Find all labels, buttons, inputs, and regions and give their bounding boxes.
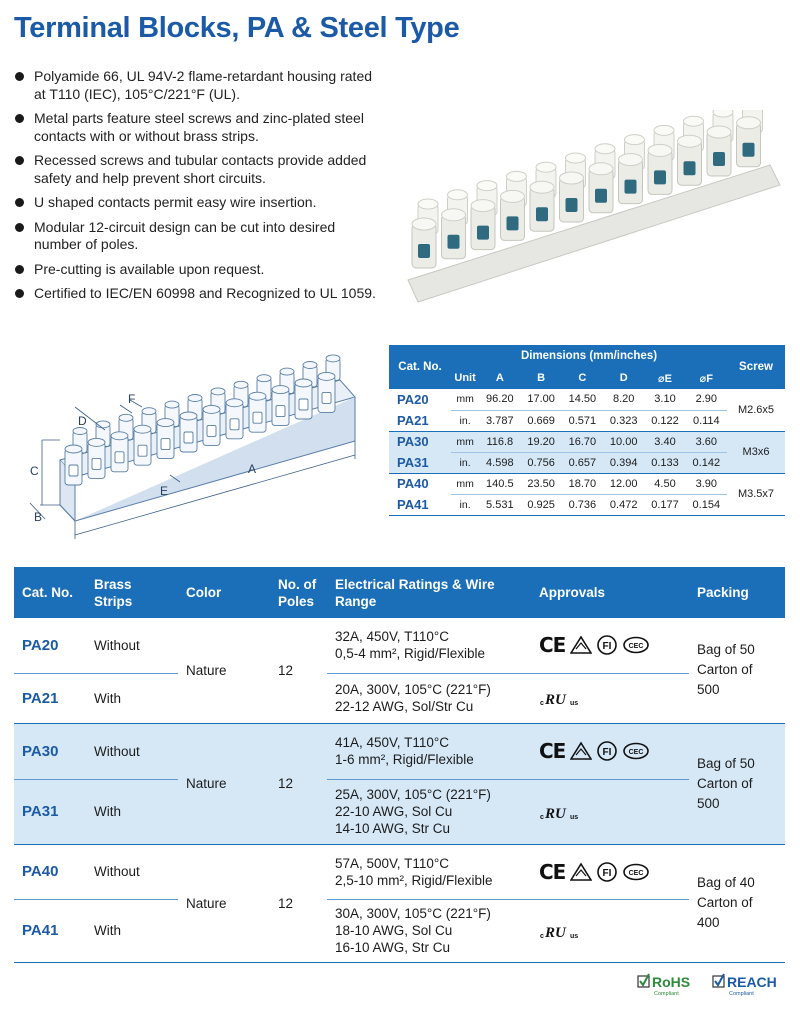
svg-text:FI: FI bbox=[602, 867, 612, 879]
brass-strips: Without bbox=[86, 618, 178, 673]
wire-entry-icon bbox=[418, 244, 430, 258]
dim-value: 0.925 bbox=[520, 494, 561, 515]
rohs-mark: RoHS bbox=[652, 974, 691, 990]
dim-value: 4.598 bbox=[479, 452, 520, 473]
dim-value: 0.472 bbox=[603, 494, 644, 515]
feature-item: Metal parts feature steel screws and zinc-plated steel contacts with or without brass strips. bbox=[14, 110, 384, 145]
svg-text:c: c bbox=[540, 813, 544, 821]
ce-mark-icon: CE bbox=[539, 633, 566, 658]
rating-line: 22-10 AWG, Sol Cu bbox=[335, 804, 453, 819]
dim-col: Unit bbox=[451, 367, 479, 389]
dim-head-group: Dimensions (mm/inches) bbox=[451, 345, 727, 367]
vde-triangle-icon bbox=[570, 635, 592, 655]
svg-text:FI: FI bbox=[602, 641, 612, 653]
dim-value: 3.60 bbox=[686, 431, 727, 452]
ce-mark-icon: CE bbox=[539, 739, 566, 763]
dim-value: 3.90 bbox=[686, 473, 727, 494]
feature-item: Certified to IEC/EN 60998 and Recognized to UL 1059. bbox=[14, 285, 384, 303]
head-color: Color bbox=[178, 567, 270, 618]
svg-text:us: us bbox=[570, 700, 579, 707]
rating-line: 22-12 AWG, Sol/Str Cu bbox=[335, 699, 474, 714]
wire-entry-icon bbox=[536, 207, 548, 221]
dim-value: 0.114 bbox=[686, 410, 727, 431]
dim-col: D bbox=[603, 367, 644, 389]
svg-text:FI: FI bbox=[602, 747, 612, 758]
terminal-module bbox=[619, 135, 645, 204]
dim-value: 18.70 bbox=[562, 473, 603, 494]
dim-label-d: D bbox=[78, 414, 87, 428]
dim-unit: in. bbox=[451, 410, 479, 431]
terminal-module bbox=[442, 190, 468, 259]
dim-value: 10.00 bbox=[603, 431, 644, 452]
packing-line: Carton of 400 bbox=[697, 895, 753, 930]
dim-unit: in. bbox=[451, 494, 479, 515]
dim-col: ⌀E bbox=[644, 367, 685, 389]
head-poles: No. of Poles bbox=[270, 567, 327, 618]
table-row bbox=[14, 844, 785, 899]
dim-cat: PA20 bbox=[397, 392, 429, 407]
dim-value: 0.756 bbox=[520, 452, 561, 473]
page-title: Terminal Blocks, PA & Steel Type bbox=[14, 12, 460, 44]
brass-strips: With bbox=[86, 673, 178, 723]
terminal-module bbox=[648, 125, 674, 194]
dim-value: 3.40 bbox=[644, 431, 685, 452]
dim-value: 3.10 bbox=[644, 389, 685, 410]
dimension-drawing bbox=[20, 345, 370, 545]
dim-value: 0.154 bbox=[686, 494, 727, 515]
dim-value: 23.50 bbox=[520, 473, 561, 494]
cat-no: PA40 bbox=[14, 844, 86, 899]
packing-cell bbox=[689, 618, 785, 723]
ul-recognized-icon bbox=[539, 687, 583, 709]
product-photo bbox=[400, 110, 785, 310]
head-brass: Brass Strips bbox=[86, 567, 178, 618]
ratings-cell bbox=[327, 618, 531, 673]
rating-line: 30A, 300V, 105°C (221°F) bbox=[335, 906, 491, 921]
ul-approval bbox=[531, 673, 689, 723]
dim-col: B bbox=[520, 367, 561, 389]
feature-item: Polyamide 66, UL 94V-2 flame-retardant housing rated at T110 (IEC), 105°C/221°F (UL). bbox=[14, 68, 384, 103]
dim-value: 116.8 bbox=[479, 431, 520, 452]
dim-col: A bbox=[479, 367, 520, 389]
packing-line: Bag of 40 bbox=[697, 875, 755, 890]
dim-value: 140.5 bbox=[479, 473, 520, 494]
feature-item: U shaped contacts permit easy wire insertion. bbox=[14, 194, 384, 212]
dim-row bbox=[389, 473, 785, 494]
dim-unit: in. bbox=[451, 452, 479, 473]
cat-no: PA41 bbox=[14, 899, 86, 962]
brass-strips: With bbox=[86, 779, 178, 844]
head-cat: Cat. No. bbox=[14, 567, 86, 618]
cat-no: PA20 bbox=[14, 618, 86, 673]
terminal-module bbox=[589, 144, 615, 213]
dim-row bbox=[389, 431, 785, 452]
dimensions-table bbox=[389, 345, 785, 516]
dim-screw: M3x6 bbox=[727, 431, 785, 473]
rating-line: 0,5-4 mm², Rigid/Flexible bbox=[335, 646, 486, 662]
dim-value: 17.00 bbox=[520, 389, 561, 410]
wire-entry-icon bbox=[743, 143, 755, 157]
terminal-module bbox=[737, 110, 763, 167]
svg-text:RU: RU bbox=[545, 805, 566, 822]
iec-approvals bbox=[531, 618, 689, 673]
svg-text:c: c bbox=[540, 932, 544, 940]
ce-mark-icon: CE bbox=[539, 859, 566, 884]
dim-label-b: B bbox=[34, 510, 43, 524]
cec-icon bbox=[622, 741, 650, 761]
dim-value: 19.20 bbox=[520, 431, 561, 452]
table-row bbox=[14, 618, 785, 673]
wire-entry-icon bbox=[448, 235, 460, 249]
iec-approvals bbox=[531, 723, 689, 779]
rating-line: 25A, 300V, 105°C (221°F) bbox=[335, 787, 491, 802]
dim-value: 0.122 bbox=[644, 410, 685, 431]
dim-value: 0.394 bbox=[603, 452, 644, 473]
rating-line: 18-10 AWG, Sol Cu bbox=[335, 923, 453, 938]
dim-value: 0.669 bbox=[520, 410, 561, 431]
ratings-cell bbox=[327, 899, 531, 962]
dim-label-a: A bbox=[248, 462, 257, 476]
ratings-cell bbox=[327, 779, 531, 844]
svg-text:RU: RU bbox=[545, 924, 566, 941]
rating-line: 57A, 500V, T110°C bbox=[335, 855, 449, 871]
cec-icon bbox=[622, 862, 650, 882]
dim-col: C bbox=[562, 367, 603, 389]
packing-cell bbox=[689, 844, 785, 962]
poles-cell: 12 bbox=[270, 618, 327, 723]
packing-line: Carton of 500 bbox=[697, 662, 753, 698]
dim-label-f: F bbox=[128, 392, 136, 406]
wire-entry-icon bbox=[684, 161, 696, 175]
wire-entry-icon bbox=[595, 189, 607, 203]
svg-text:CEC: CEC bbox=[628, 643, 644, 651]
fimko-icon bbox=[596, 740, 618, 762]
dim-cat: PA30 bbox=[389, 431, 451, 452]
dim-unit: mm bbox=[451, 389, 479, 410]
rating-line: 32A, 450V, T110°C bbox=[335, 629, 449, 645]
brass-strips: With bbox=[86, 899, 178, 962]
dim-unit: mm bbox=[451, 431, 479, 452]
dim-unit: mm bbox=[451, 473, 479, 494]
cat-no: PA21 bbox=[14, 673, 86, 723]
terminal-module bbox=[678, 116, 704, 185]
rohs-sub: Compliant bbox=[654, 991, 679, 997]
dim-value: 14.50 bbox=[562, 389, 603, 410]
dim-value: 0.736 bbox=[562, 494, 603, 515]
rating-line: 20A, 300V, 105°C (221°F) bbox=[335, 682, 491, 697]
brass-strips: Without bbox=[86, 844, 178, 899]
table-row bbox=[14, 673, 785, 723]
dim-cat: PA41 bbox=[389, 494, 451, 515]
color-cell: Nature bbox=[178, 844, 270, 962]
packing-line: Bag of 50 bbox=[697, 755, 755, 771]
dim-row bbox=[389, 494, 785, 515]
head-approvals: Approvals bbox=[531, 567, 689, 618]
dim-screw: M3.5x7 bbox=[727, 473, 785, 515]
dim-row bbox=[389, 452, 785, 473]
ul-approval bbox=[531, 899, 689, 962]
product-table bbox=[14, 567, 785, 963]
table-row bbox=[14, 779, 785, 844]
dim-label-e: E bbox=[160, 484, 169, 498]
head-ratings: Electrical Ratings & Wire Range bbox=[327, 567, 531, 618]
wire-entry-icon bbox=[713, 152, 725, 166]
cat-no: PA30 bbox=[14, 723, 86, 779]
svg-text:CEC: CEC bbox=[628, 749, 644, 756]
dim-value: 5.531 bbox=[479, 494, 520, 515]
head-packing: Packing bbox=[689, 567, 785, 618]
cat-no: PA31 bbox=[14, 779, 86, 844]
terminal-module bbox=[707, 110, 733, 176]
feature-item: Modular 12-circuit design can be cut into desired number of poles. bbox=[14, 219, 384, 254]
packing-line: Carton of 500 bbox=[697, 775, 753, 811]
terminal-module bbox=[471, 181, 497, 250]
wire-entry-icon bbox=[507, 216, 519, 230]
dim-value: 0.133 bbox=[644, 452, 685, 473]
wire-entry-icon bbox=[477, 226, 489, 240]
dim-screw: M2.6x5 bbox=[727, 389, 785, 431]
dim-head-cat: Cat. No. bbox=[389, 345, 451, 389]
cec-icon bbox=[622, 635, 650, 655]
ratings-cell bbox=[327, 723, 531, 779]
wire-entry-icon bbox=[566, 198, 578, 212]
dim-row bbox=[389, 389, 785, 410]
svg-text:CEC: CEC bbox=[628, 869, 644, 877]
feature-item: Recessed screws and tubular contacts provide added safety and help prevent short circuits. bbox=[14, 152, 384, 187]
ul-recognized-icon bbox=[539, 801, 583, 823]
svg-text:us: us bbox=[570, 932, 579, 940]
rating-line: 2,5-10 mm², Rigid/Flexible bbox=[335, 872, 493, 888]
ratings-cell bbox=[327, 673, 531, 723]
dim-cat: PA21 bbox=[389, 410, 451, 431]
dim-head-screw: Screw bbox=[727, 345, 785, 389]
reach-sub: Compliant bbox=[729, 991, 754, 997]
dim-col: ⌀F bbox=[686, 367, 727, 389]
dim-value: 0.571 bbox=[562, 410, 603, 431]
packing-line: Bag of 50 bbox=[697, 642, 755, 658]
table-row bbox=[14, 899, 785, 962]
terminal-module bbox=[412, 199, 438, 268]
vde-triangle-icon bbox=[570, 741, 592, 761]
svg-text:c: c bbox=[540, 700, 544, 707]
rating-line: 1-6 mm², Rigid/Flexible bbox=[335, 752, 474, 767]
dim-value: 12.00 bbox=[603, 473, 644, 494]
dim-value: 4.50 bbox=[644, 473, 685, 494]
terminal-module bbox=[560, 153, 586, 222]
dim-value: 0.142 bbox=[686, 452, 727, 473]
reach-mark: REACH bbox=[727, 974, 777, 990]
fimko-icon bbox=[596, 861, 618, 883]
dim-label-c: C bbox=[30, 464, 39, 478]
wire-entry-icon bbox=[654, 170, 666, 184]
dim-cat: PA31 bbox=[389, 452, 451, 473]
feature-item: Pre-cutting is available upon request. bbox=[14, 261, 384, 279]
rating-line: 16-10 AWG, Str Cu bbox=[335, 940, 451, 955]
dim-value: 16.70 bbox=[562, 431, 603, 452]
svg-text:RU: RU bbox=[545, 692, 566, 708]
terminal-module bbox=[501, 171, 527, 240]
poles-cell: 12 bbox=[270, 723, 327, 844]
dim-value: 0.657 bbox=[562, 452, 603, 473]
ul-recognized-icon bbox=[539, 920, 583, 942]
dim-value: 8.20 bbox=[603, 389, 644, 410]
dim-value: 96.20 bbox=[479, 389, 520, 410]
brass-strips: Without bbox=[86, 723, 178, 779]
poles-cell: 12 bbox=[270, 844, 327, 962]
rating-line: 14-10 AWG, Str Cu bbox=[335, 821, 451, 836]
color-cell: Nature bbox=[178, 618, 270, 723]
dim-cat: PA40 bbox=[397, 476, 429, 492]
dim-value: 0.177 bbox=[644, 494, 685, 515]
table-row bbox=[14, 723, 785, 779]
dim-value: 2.90 bbox=[686, 389, 727, 410]
rating-line: 41A, 450V, T110°C bbox=[335, 735, 449, 750]
dim-value: 0.323 bbox=[603, 410, 644, 431]
wire-entry-icon bbox=[625, 180, 637, 194]
vde-triangle-icon bbox=[570, 862, 592, 882]
iec-approvals bbox=[531, 844, 689, 899]
packing-cell bbox=[689, 723, 785, 844]
svg-text:us: us bbox=[570, 813, 579, 821]
feature-list bbox=[14, 68, 384, 310]
dim-value: 3.787 bbox=[479, 410, 520, 431]
dim-row bbox=[389, 410, 785, 431]
ul-approval bbox=[531, 779, 689, 844]
ratings-cell bbox=[327, 844, 531, 899]
color-cell: Nature bbox=[178, 723, 270, 844]
compliance-logos bbox=[637, 970, 787, 1000]
terminal-module bbox=[530, 162, 556, 231]
fimko-icon bbox=[596, 634, 618, 656]
